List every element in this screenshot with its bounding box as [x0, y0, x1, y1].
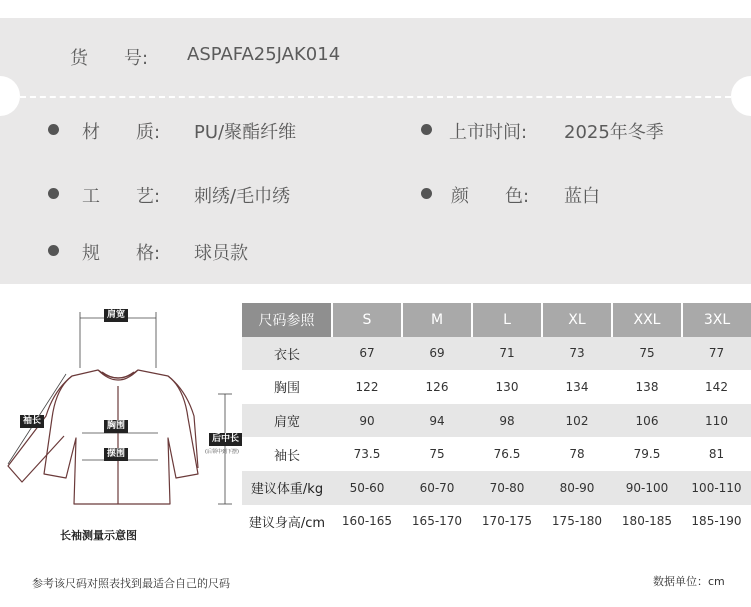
- spec-label: 规 格:: [82, 243, 161, 264]
- table-cell: 170-175: [472, 505, 542, 539]
- craft-label: 工 艺:: [82, 186, 161, 207]
- table-cell: 90-100: [612, 471, 682, 505]
- table-cell: 110: [682, 404, 751, 438]
- table-cell: 78: [542, 437, 612, 471]
- row-label: 建议身高/cm: [242, 505, 332, 539]
- table-cell: 50-60: [332, 471, 402, 505]
- long-sleeve-measurement-diagram: [0, 298, 240, 523]
- bullet-icon: [421, 124, 432, 135]
- unit-note: 数据单位：cm: [653, 575, 725, 588]
- table-cell: 142: [682, 370, 751, 404]
- material-label: 材 质:: [82, 122, 161, 143]
- spec-value: 球员款: [194, 243, 248, 264]
- ticket-tear-line: [20, 96, 731, 98]
- launch-label: 上市时间:: [449, 122, 528, 143]
- product-info-panel: [0, 18, 751, 284]
- table-cell: 122: [332, 370, 402, 404]
- table-cell: 126: [402, 370, 472, 404]
- row-label: 袖长: [242, 437, 332, 471]
- table-cell: 79.5: [612, 437, 682, 471]
- hem-tag: 摆围: [104, 448, 128, 461]
- table-cell: 71: [472, 337, 542, 371]
- table-cell: 94: [402, 404, 472, 438]
- item-no-label: 货 号:: [70, 48, 149, 69]
- table-cell: 81: [682, 437, 751, 471]
- size-header-cell: XXL: [612, 303, 682, 337]
- table-cell: 69: [402, 337, 472, 371]
- size-corner-cell: 尺码参照: [242, 303, 332, 337]
- table-cell: 106: [612, 404, 682, 438]
- table-cell: 90: [332, 404, 402, 438]
- bullet-icon: [48, 188, 59, 199]
- table-cell: 98: [472, 404, 542, 438]
- bullet-icon: [48, 124, 59, 135]
- table-row: [242, 404, 751, 438]
- craft-value: 刺绣/毛巾绣: [194, 186, 291, 207]
- size-header-cell: S: [332, 303, 402, 337]
- table-cell: 80-90: [542, 471, 612, 505]
- table-cell: 138: [612, 370, 682, 404]
- item-no-value: ASPAFA25JAK014: [187, 44, 341, 65]
- material-value: PU/聚酯纤维: [194, 122, 297, 143]
- table-cell: 73.5: [332, 437, 402, 471]
- table-cell: 67: [332, 337, 402, 371]
- ticket-notch-right: [731, 76, 751, 116]
- row-label: 建议体重/kg: [242, 471, 332, 505]
- sleeve-tag: 袖长: [20, 415, 44, 428]
- back-length-sub: (后领中到下摆): [205, 449, 239, 455]
- table-cell: 160-165: [332, 505, 402, 539]
- table-cell: 102: [542, 404, 612, 438]
- table-cell: 130: [472, 370, 542, 404]
- table-row: [242, 471, 751, 505]
- table-cell: 175-180: [542, 505, 612, 539]
- back-length-tag: 后中长: [209, 433, 242, 446]
- bullet-icon: [421, 188, 432, 199]
- table-cell: 60-70: [402, 471, 472, 505]
- row-label: 胸围: [242, 370, 332, 404]
- table-row: [242, 505, 751, 539]
- table-cell: 75: [612, 337, 682, 371]
- diagram-caption: 长袖测量示意图: [60, 529, 137, 542]
- chest-tag: 胸围: [104, 420, 128, 433]
- size-header-cell: XL: [542, 303, 612, 337]
- table-cell: 165-170: [402, 505, 472, 539]
- table-cell: 77: [682, 337, 751, 371]
- table-row: [242, 437, 751, 471]
- table-cell: 73: [542, 337, 612, 371]
- size-chart-table: [242, 303, 751, 538]
- row-label: 肩宽: [242, 404, 332, 438]
- color-value: 蓝白: [564, 186, 600, 207]
- row-label: 衣长: [242, 337, 332, 371]
- table-cell: 76.5: [472, 437, 542, 471]
- launch-value: 2025年冬季: [564, 122, 664, 143]
- table-cell: 70-80: [472, 471, 542, 505]
- table-cell: 185-190: [682, 505, 751, 539]
- size-header-cell: L: [472, 303, 542, 337]
- ticket-notch-left: [0, 76, 20, 116]
- bullet-icon: [48, 245, 59, 256]
- table-cell: 75: [402, 437, 472, 471]
- size-header-cell: 3XL: [682, 303, 751, 337]
- table-cell: 100-110: [682, 471, 751, 505]
- size-header-cell: M: [402, 303, 472, 337]
- table-row: [242, 337, 751, 371]
- table-cell: 180-185: [612, 505, 682, 539]
- size-reference-note: 参考该尺码对照表找到最适合自己的尺码: [32, 577, 230, 590]
- shoulder-tag: 肩宽: [104, 309, 128, 322]
- table-row: [242, 370, 751, 404]
- color-label: 颜 色:: [451, 186, 530, 207]
- table-cell: 134: [542, 370, 612, 404]
- size-header-row: [242, 303, 751, 337]
